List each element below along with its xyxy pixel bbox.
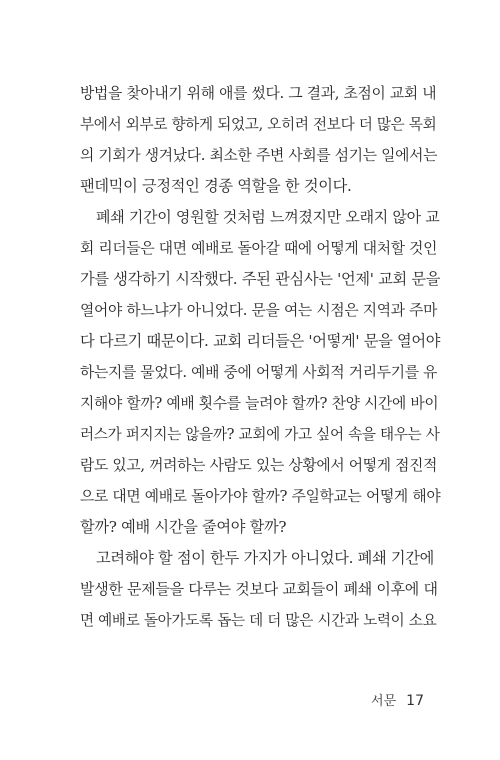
text-line: 의 기회가 생겨났다. 최소한 주변 사회를 섬기는 일에서는 bbox=[80, 147, 438, 164]
text-line: 부에서 외부로 향하게 되었고, 오히려 전보다 더 많은 목회 bbox=[80, 116, 437, 133]
text-line: 발생한 문제들을 다루는 것보다 교회들이 폐쇄 이후에 대 bbox=[80, 580, 438, 598]
page-footer bbox=[371, 690, 424, 709]
text-line: 열어야 하느냐가 아니었다. 문을 여는 시점은 지역과 주마 bbox=[80, 302, 438, 319]
text-line: 할까? 예배 시간을 줄여야 할까? bbox=[80, 518, 287, 536]
text-line: 방법을 찾아내기 위해 애를 썼다. 그 결과, 초점이 교회 내 bbox=[80, 85, 437, 102]
text-line: 람도 있고, 꺼려하는 사람도 있는 상황에서 어떻게 점진적 bbox=[80, 457, 438, 474]
text-line: 러스가 퍼지지는 않을까? 교회에 가고 싶어 속을 태우는 사 bbox=[80, 426, 440, 443]
text-line: 하는지를 물었다. 예배 중에 어떻게 사회적 거리두기를 유 bbox=[80, 364, 438, 381]
text-line: 지해야 할까? 예배 횟수를 늘려야 할까? 찬양 시간에 바이 bbox=[80, 395, 439, 412]
text-line: 가를 생각하기 시작했다. 주된 관심사는 '언제' 교회 문을 bbox=[80, 270, 441, 288]
paragraph-first-line: 폐쇄 기간이 영원할 것처럼 느껴졌지만 오래지 않아 교 bbox=[96, 208, 440, 226]
body-text bbox=[80, 78, 440, 636]
page-number: 17 bbox=[406, 693, 424, 709]
text-line: 팬데믹이 긍정적인 경종 역할을 한 것이다. bbox=[80, 177, 352, 195]
running-section-title: 서문 bbox=[371, 694, 397, 709]
paragraph-first-line: 고려해야 할 점이 한두 가지가 아니었다. 폐쇄 기간에 bbox=[96, 549, 435, 567]
text-line: 회 리더들은 대면 예배로 돌아갈 때에 어떻게 대처할 것인 bbox=[80, 240, 438, 257]
text-line: 다 다르기 때문이다. 교회 리더들은 '어떻게' 문을 열어야 bbox=[80, 332, 441, 350]
text-line: 면 예배로 돌아가도록 돕는 데 더 많은 시간과 노력이 소요 bbox=[80, 612, 437, 629]
text-line: 으로 대면 예배로 돌아가야 할까? 주일학교는 어떻게 해야 bbox=[80, 488, 441, 505]
